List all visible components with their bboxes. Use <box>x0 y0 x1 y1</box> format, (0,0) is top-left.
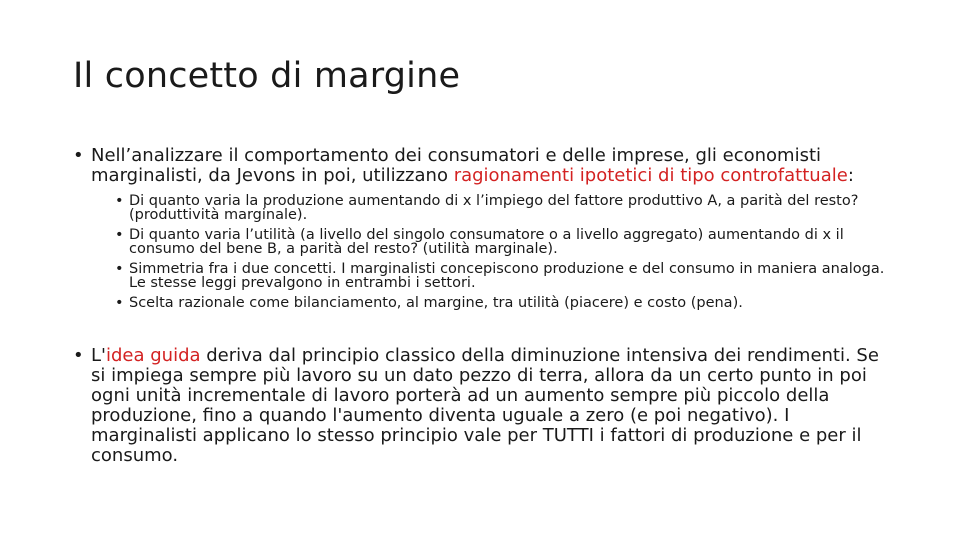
sub-bullet-list <box>115 194 893 310</box>
sub-bullet-item: • Scelta razionale come bilanciamento, al margine, tra utilità (piacere) e costo (pena). <box>115 296 893 310</box>
sub-bullet-item: • Di quanto varia la produzione aumentando di x l’impiego del fattore produttivo A, a parità del resto? (produttività marginale). <box>115 194 893 222</box>
sub-bullet-item: • Di quanto varia l’utilità (a livello del singolo consumatore o a livello aggregato) aumentando di x il consumo del bene B, a parità del resto? (utilità marginale). <box>115 228 893 256</box>
bullet-2-tail: deriva dal principio classico della diminuzione intensiva dei rendimenti. Se si impiega sempre più lavoro su un dato pezzo di terra, allora da un certo punto in poi ogni unità incrementale di lavoro porterà ad un aumento sempre più piccolo della produzione, fino a quando l'aumento diventa uguale a zero (e poi negativo). I marginalisti applicano lo stesso principio vale per TUTTI i fattori di produzione e per il consumo. <box>91 345 879 466</box>
bullet-1-tail: : <box>847 165 854 186</box>
bullet-list <box>73 346 893 466</box>
bullet-2-highlight: idea guida <box>105 345 201 366</box>
bullet-item-1 <box>73 146 893 310</box>
bullet-1-text: Nell’analizzare il comportamento dei consumatori e delle imprese, gli economisti marginalisti, da Jevons in poi, utilizzano <box>91 145 822 186</box>
slide-body <box>73 146 893 466</box>
slide-title: Il concetto di margine <box>73 56 461 96</box>
bullet-list <box>73 146 893 310</box>
bullet-2-text: L' <box>91 345 106 366</box>
sub-bullet-item: • Simmetria fra i due concetti. I marginalisti concepiscono produzione e del consumo in maniera analoga. Le stesse leggi prevalgono in entrambi i settori. <box>115 262 893 290</box>
bullet-1-highlight: ragionamenti ipotetici di tipo controfattuale <box>453 165 848 186</box>
spacer <box>73 316 893 346</box>
bullet-item-2 <box>73 346 893 466</box>
